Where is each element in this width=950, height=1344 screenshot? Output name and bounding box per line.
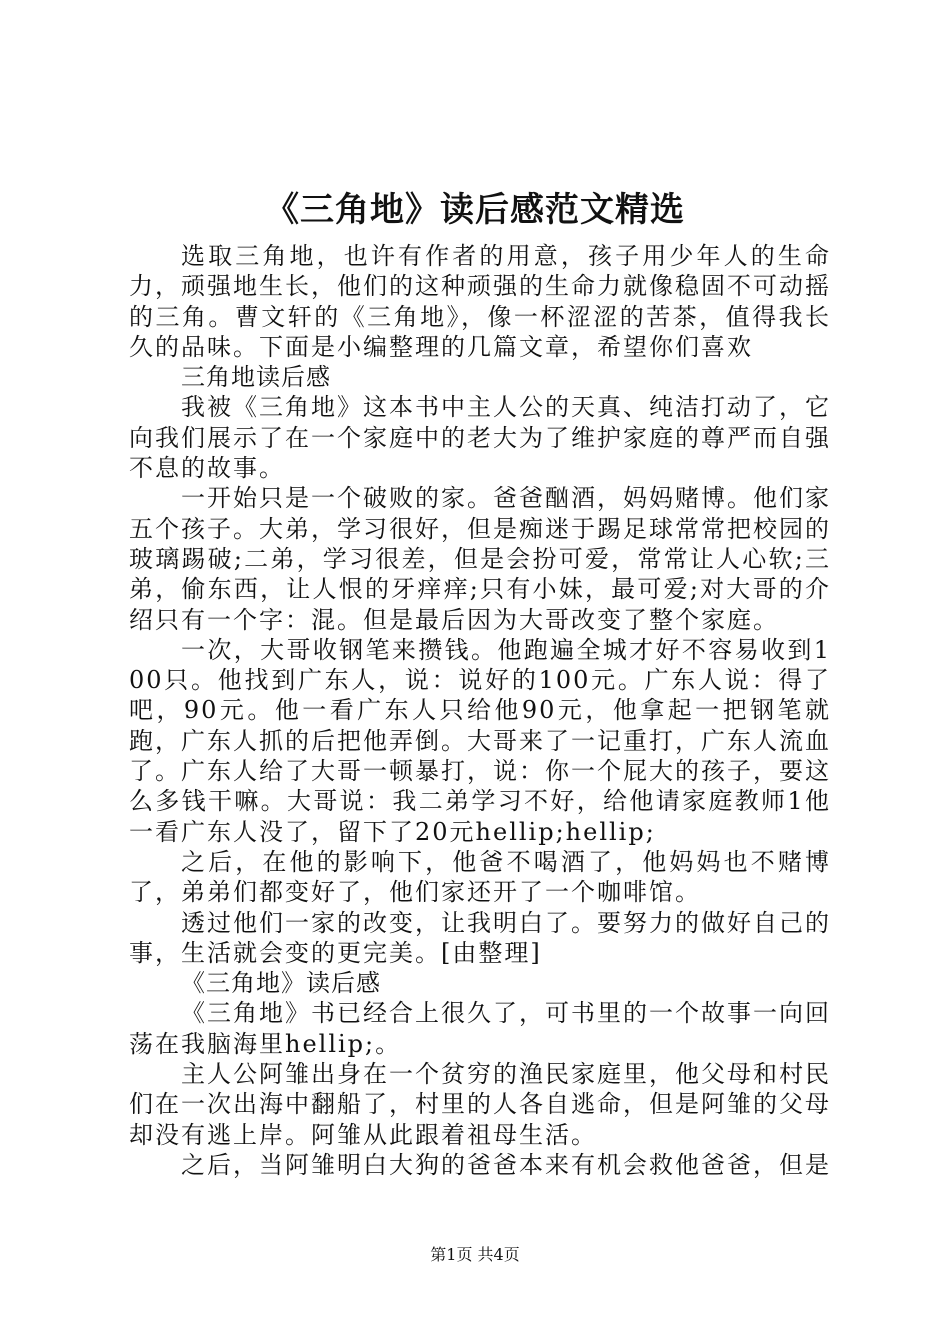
document-title: 《三角地》读后感范文精选	[265, 190, 685, 230]
section-heading: 《三角地》读后感	[181, 969, 381, 998]
document-body	[129, 241, 831, 1180]
body-paragraph: 一次，大哥收钢笔来攒钱。他跑遍全城才好不容易收到100只。他找到广东人，说：说好的100元。广东人说：得了吧，90元。他一看广东人只给他90元，他拿起一把钢笔就跑，广东人抓的后把他弄倒。大哥来了一记重打，广东人流血了。广东人给了大哥一顿暴打，说：你一个屁大的孩子，要这么多钱干嘛。大哥说：我二弟学习不好，给他请家庭教师1他一看广东人没了，留下了20元hellip;hellip;	[129, 635, 831, 846]
intro-paragraph: 选取三角地，也许有作者的用意，孩子用少年人的生命力，顽强地生长，他们的这种顽强的生命力就像稳固不可动摇的三角。曹文轩的《三角地》，像一杯涩涩的苦茶，值得我长久的品味。下面是小编整理的几篇文章，希望你们喜欢	[129, 242, 831, 361]
body-paragraph: 我被《三角地》这本书中主人公的天真、纯洁打动了，它向我们展示了在一个家庭中的老大为了维护家庭的尊严而自强不息的故事。	[129, 393, 831, 483]
body-paragraph: 之后，当阿雏明白大狗的爸爸本来有机会救他爸爸，但是	[181, 1150, 831, 1179]
body-paragraph: 之后，在他的影响下，他爸不喝酒了，他妈妈也不赌博了，弟弟们都变好了，他们家还开了一个咖啡馆。	[129, 847, 831, 907]
body-paragraph: 透过他们一家的改变，让我明白了。要努力的做好自己的事，生活就会变的更完美。[由整理]	[129, 908, 831, 967]
body-paragraph: 《三角地》书已经合上很久了，可书里的一个故事一向回荡在我脑海里hellip;。	[129, 999, 831, 1058]
page-number: 第1页 共4页	[430, 1245, 520, 1264]
body-paragraph: 主人公阿雏出身在一个贫穷的渔民家庭里，他父母和村民们在一次出海中翻船了，村里的人各自逃命，但是阿雏的父母却没有逃上岸。阿雏从此跟着祖母生活。	[129, 1060, 831, 1149]
section-heading: 三角地读后感	[181, 363, 331, 392]
body-paragraph: 一开始只是一个破败的家。爸爸酗酒，妈妈赌博。他们家五个孩子。大弟，学习很好，但是痴迷于踢足球常常把校园的玻璃踢破;二弟，学习很差，但是会扮可爱，常常让人心软;三弟，偷东西，让人恨的牙痒痒;只有小妹，最可爱;对大哥的介绍只有一个字：混。但是最后因为大哥改变了整个家庭。	[129, 484, 831, 634]
